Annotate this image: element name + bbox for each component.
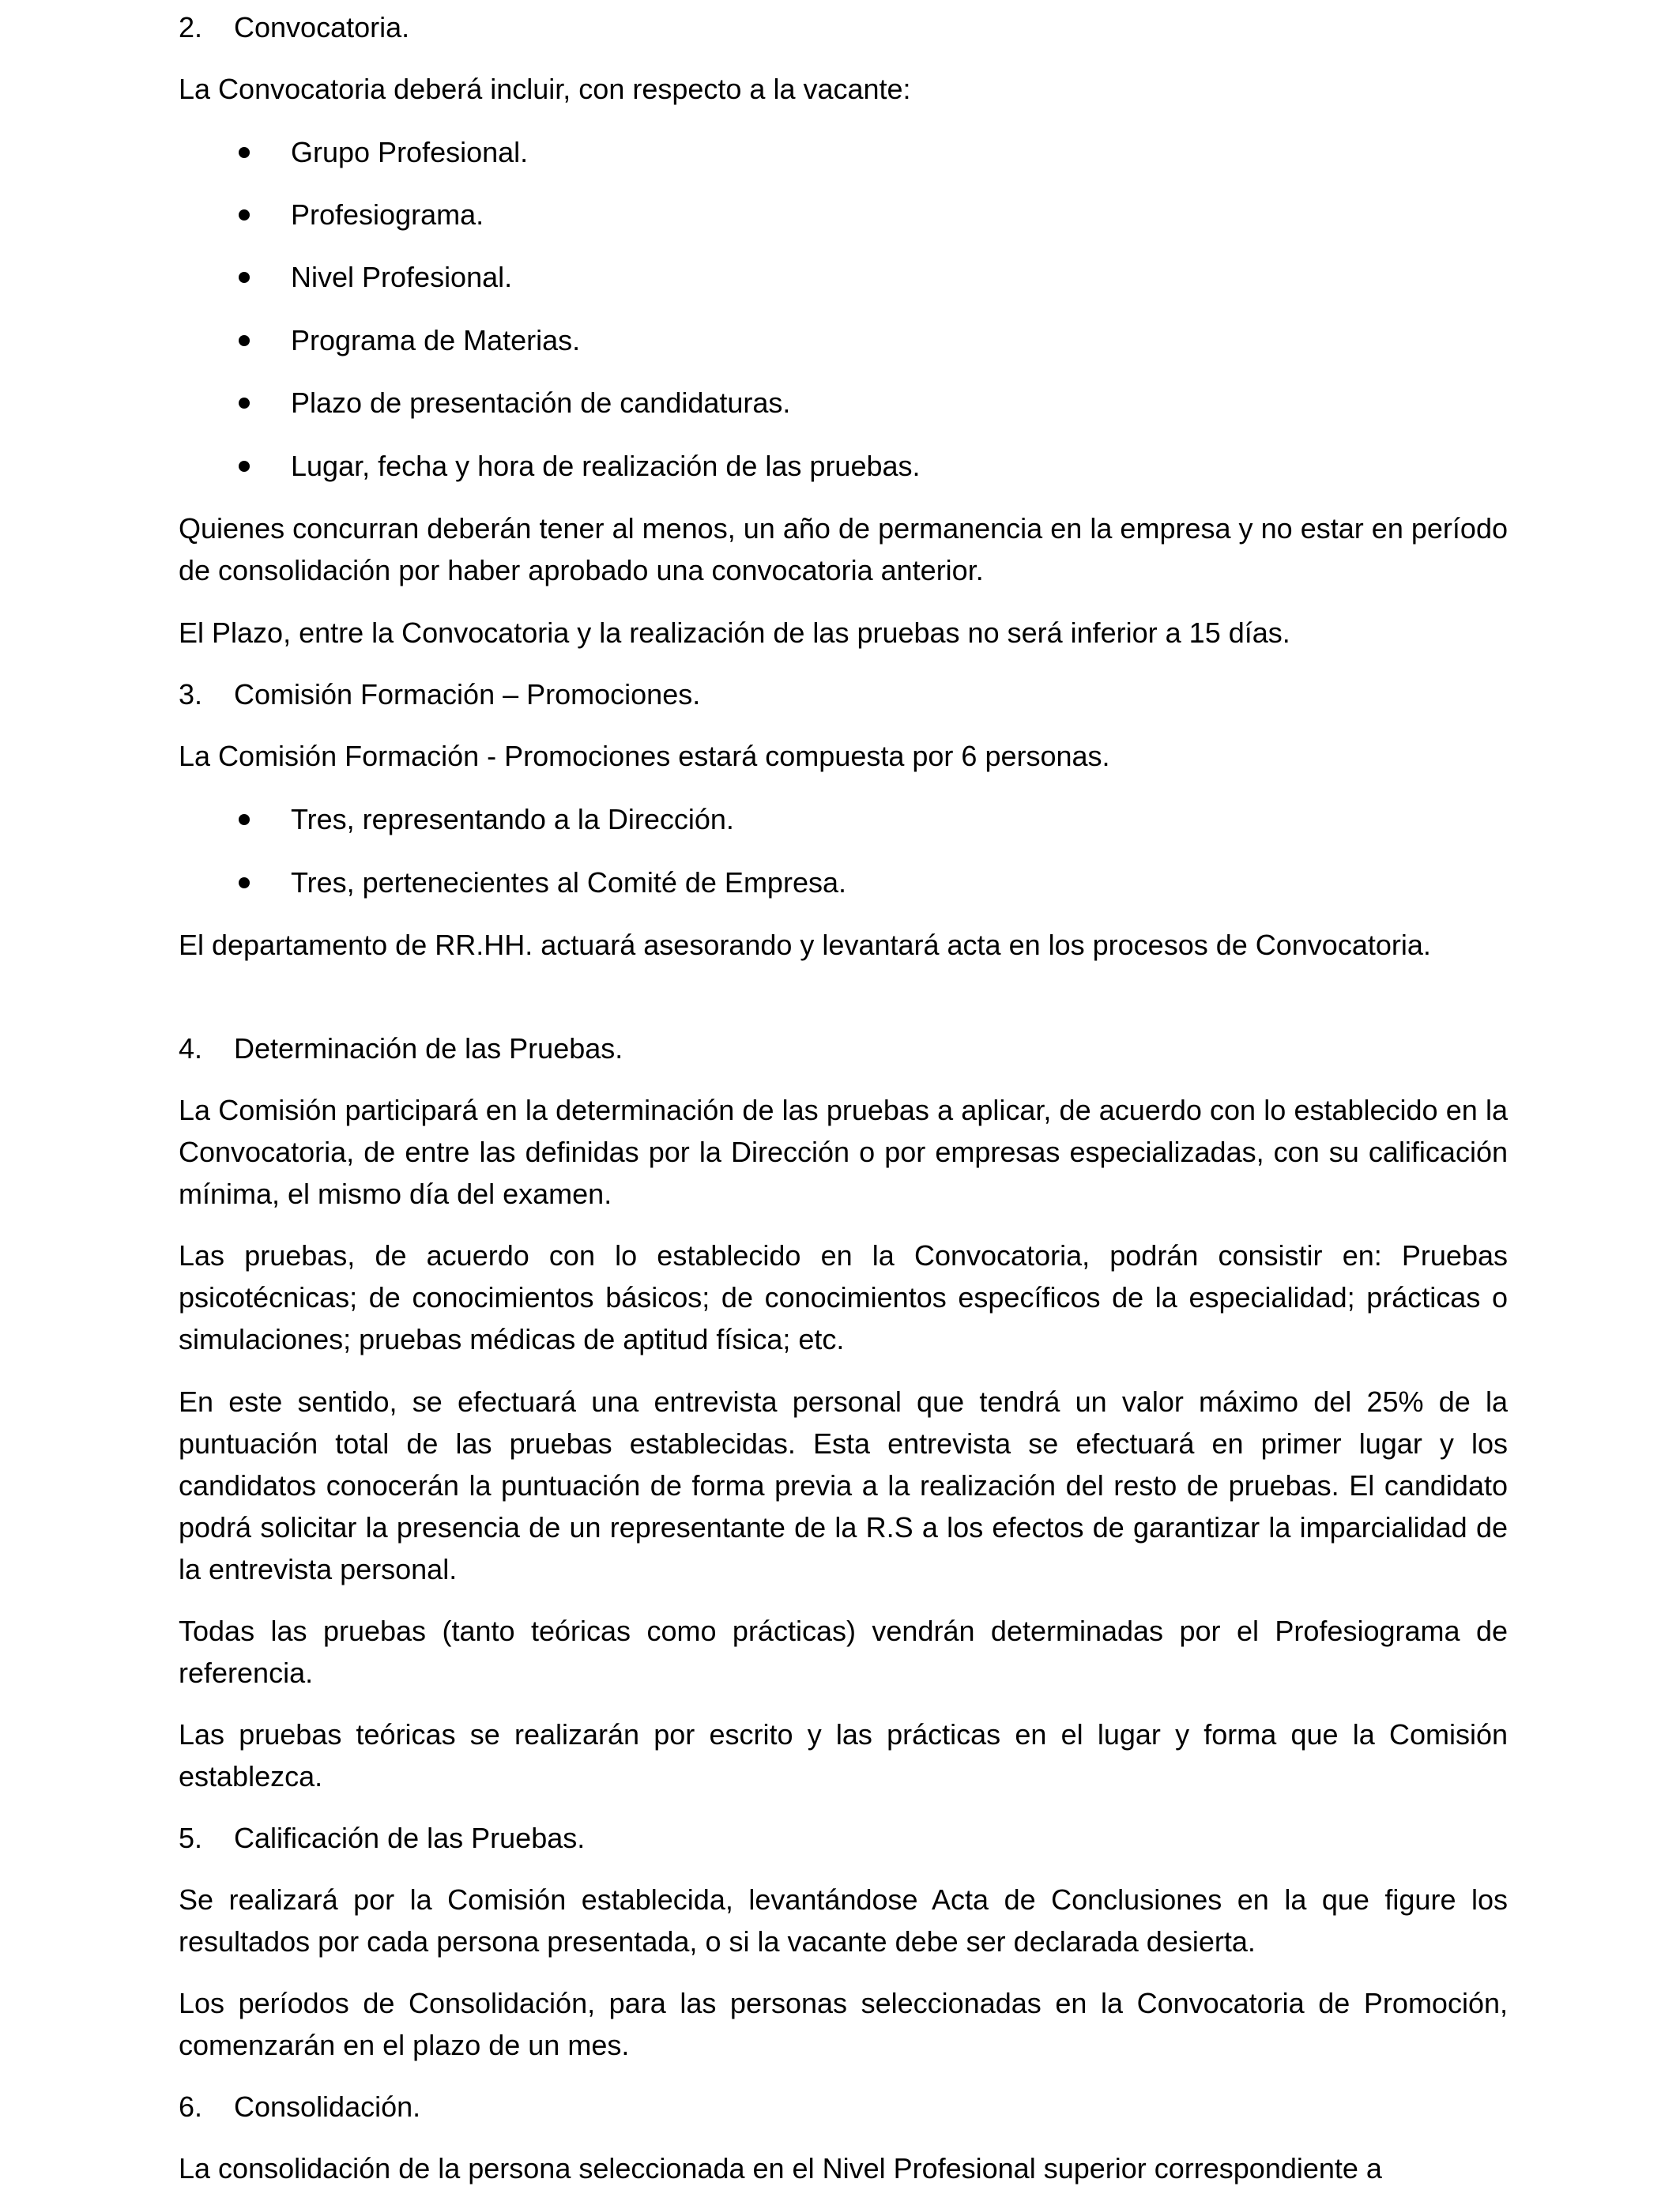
list-item-profesiograma: Profesiograma. <box>291 198 484 231</box>
comision-intro: La Comisión Formación - Promociones estará compuesta por 6 personas. <box>179 740 1110 772</box>
heading-consolidacion <box>179 2086 420 2128</box>
list-item-nivel-profesional: Nivel Profesional. <box>291 261 513 293</box>
paragraph-plazo: El Plazo, entre la Convocatoria y la realización de las pruebas no será inferior a 15 días. <box>179 616 1290 649</box>
bullet-icon <box>239 147 250 158</box>
heading-comision <box>179 673 700 715</box>
paragraph-requisitos: Quienes concurran deberán tener al menos, un año de permanencia en la empresa y no estar en período de consolidación por haber aprobado una convocatoria anterior. <box>179 512 1508 586</box>
section-number: 5. <box>179 1822 203 1854</box>
paragraph-entrevista: En este sentido, se efectuará una entrevista personal que tendrá un valor máximo del 25% de la puntuación total de las pruebas establecidas. Esta entrevista se efectuará en primer lugar y los candidatos conocerán la puntuación de forma previa a la realización del resto de pruebas. El candidato podrá solicitar la presencia de un representante de la R.S a los efectos de garantizar la imparcialidad de la entrevista personal. <box>179 1385 1508 1585</box>
paragraph-comision-participara: La Comisión participará en la determinación de las pruebas a aplicar, de acuerdo con lo establecido en la Convocatoria, de entre las definidas por la Dirección o por empresas especializadas, con su calificación mínima, el mismo día del examen. <box>179 1094 1508 1210</box>
paragraph-periodos-consolidacion: Los períodos de Consolidación, para las personas seleccionadas en la Convocatoria de Promoción, comenzarán en el plazo de un mes. <box>179 1987 1508 2061</box>
section-title: Comisión Formación – Promociones. <box>234 678 701 711</box>
heading-determinacion <box>179 1027 623 1069</box>
paragraph-profesiograma: Todas las pruebas (tanto teóricas como prácticas) vendrán determinadas por el Profesiograma de referencia. <box>179 1615 1508 1689</box>
section-title: Determinación de las Pruebas. <box>234 1032 623 1065</box>
list-item-comite-empresa: Tres, pertenecientes al Comité de Empresa. <box>291 866 846 899</box>
section-title: Convocatoria. <box>234 11 410 43</box>
list-item-direccion: Tres, representando a la Dirección. <box>291 803 734 835</box>
list-item-grupo-profesional: Grupo Profesional. <box>291 136 529 168</box>
bullet-icon <box>239 272 250 283</box>
section-title: Calificación de las Pruebas. <box>234 1822 586 1854</box>
bullet-icon <box>239 461 250 472</box>
bullet-icon <box>239 814 250 825</box>
section-number: 2. <box>179 11 203 43</box>
paragraph-tipos-pruebas: Las pruebas, de acuerdo con lo establecido en la Convocatoria, podrán consistir en: Pruebas psicotécnicas; de conocimientos básicos; de conocimientos específicos de la especialidad; prácticas o simulaciones; pruebas médicas de aptitud física; etc. <box>179 1239 1508 1355</box>
bullet-icon <box>239 877 250 888</box>
section-title: Consolidación. <box>234 2090 421 2123</box>
section-number: 3. <box>179 678 203 711</box>
paragraph-acta-conclusiones: Se realizará por la Comisión establecida, levantándose Acta de Conclusiones en la que figure los resultados por cada persona presentada, o si la vacante debe ser declarada desierta. <box>179 1883 1508 1958</box>
bullet-icon <box>239 398 250 409</box>
paragraph-consolidacion: La consolidación de la persona seleccionada en el Nivel Profesional superior correspondiente a <box>179 2152 1382 2185</box>
heading-convocatoria <box>179 6 409 48</box>
paragraph-rrhh: El departamento de RR.HH. actuará asesorando y levantará acta en los procesos de Convocatoria. <box>179 929 1431 961</box>
paragraph-pruebas-teoricas: Las pruebas teóricas se realizarán por escrito y las prácticas en el lugar y forma que la Comisión establezca. <box>179 1718 1508 1793</box>
list-item-lugar-fecha-hora: Lugar, fecha y hora de realización de las pruebas. <box>291 450 921 482</box>
heading-calificacion <box>179 1817 585 1859</box>
list-item-programa-materias: Programa de Materias. <box>291 324 581 356</box>
bullet-icon <box>239 335 250 346</box>
convocatoria-intro: La Convocatoria deberá incluir, con respecto a la vacante: <box>179 73 911 105</box>
list-item-plazo-presentacion: Plazo de presentación de candidaturas. <box>291 386 791 419</box>
section-number: 4. <box>179 1032 203 1065</box>
section-number: 6. <box>179 2090 203 2123</box>
bullet-icon <box>239 209 250 221</box>
